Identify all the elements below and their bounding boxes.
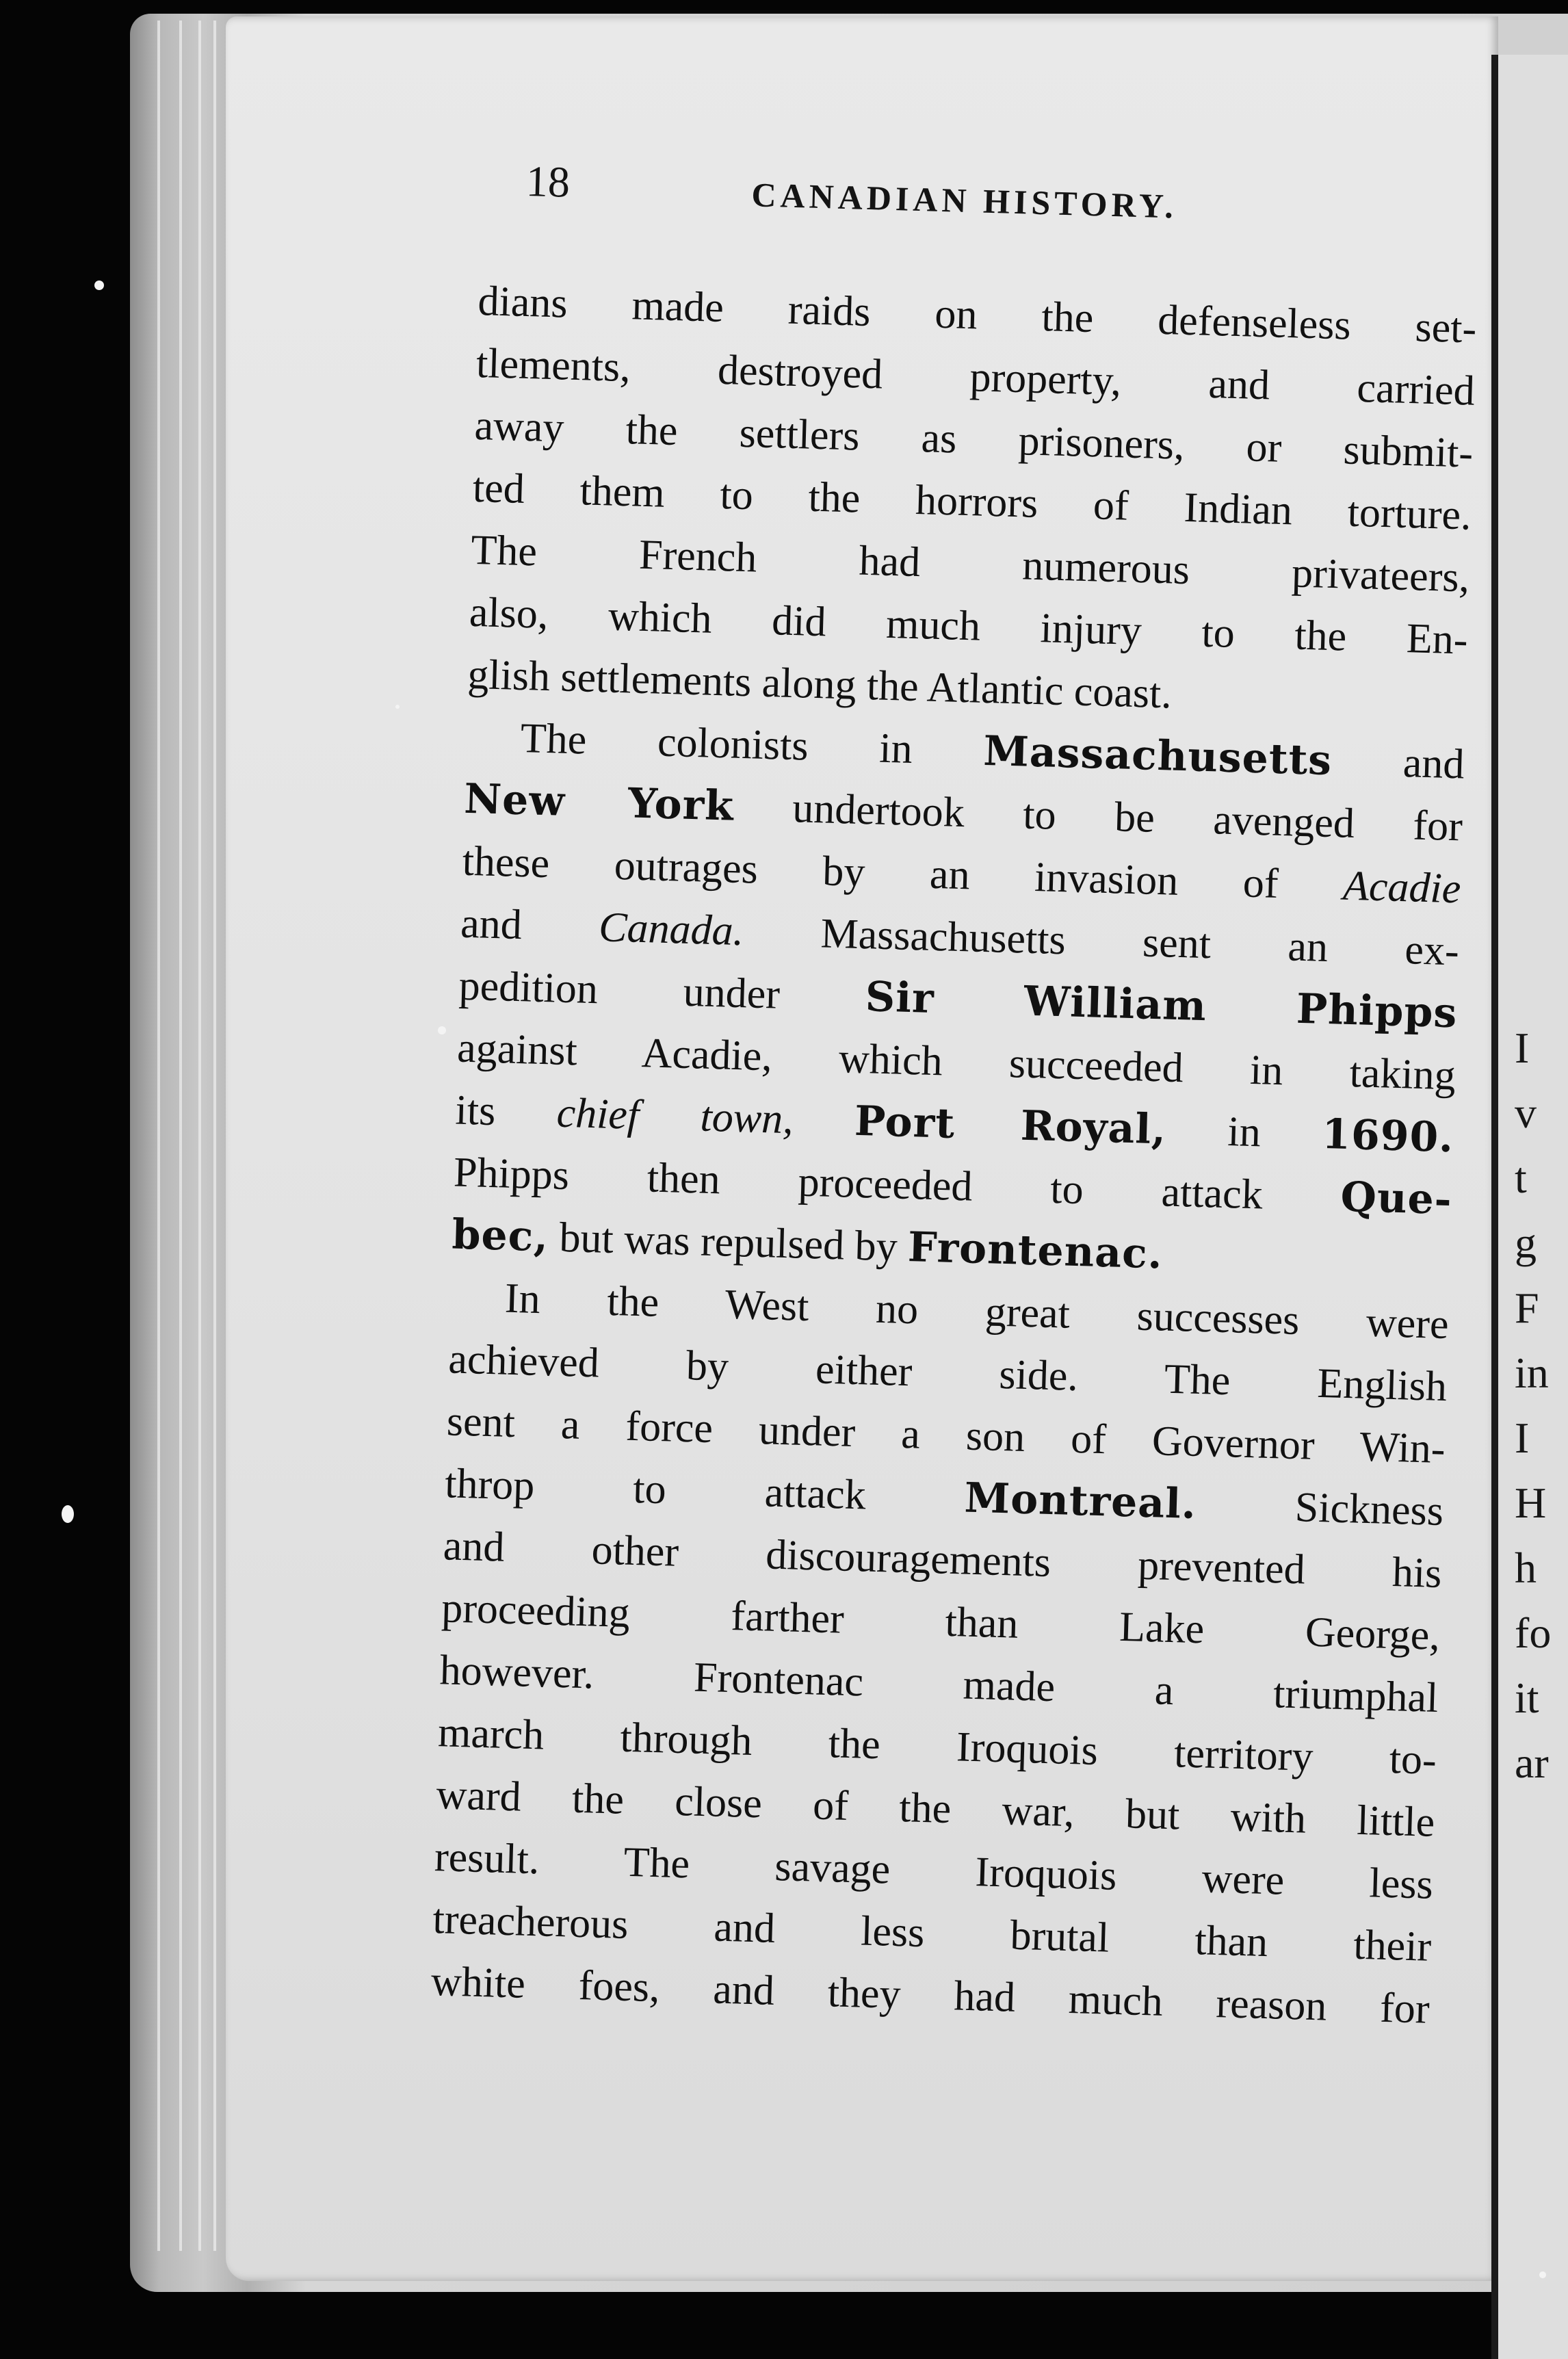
text-run: Sickness	[1195, 1481, 1444, 1535]
dust-speck	[94, 281, 104, 290]
facing-page-fragment: I	[1515, 1024, 1530, 1072]
facing-page-fragment: H	[1515, 1478, 1547, 1527]
text-run: glish settlements along the Atlantic coast.	[467, 651, 1173, 718]
text-run: ted them to the horrors of Indian torture.	[472, 464, 1472, 539]
page-edge-line	[198, 21, 201, 2251]
text-run: march through the Iroquois territory to-	[437, 1709, 1437, 1784]
facing-page-fragment: in	[1515, 1348, 1549, 1397]
bold-term: Massachusetts	[982, 727, 1333, 785]
text-run: Massachusetts sent an ex-	[743, 908, 1460, 975]
text-run: also, which did much injury to the En-	[469, 588, 1469, 664]
italic-term: chief town,	[556, 1089, 794, 1143]
bold-term: Sir William Phipps	[864, 973, 1459, 1038]
facing-page-fragment: t	[1515, 1154, 1527, 1202]
text-run: undertook to be avenged for	[733, 783, 1463, 850]
facing-page-fragment: ar	[1515, 1738, 1549, 1787]
facing-page-fragment: v	[1515, 1089, 1537, 1137]
running-head: CANADIAN HISTORY.	[750, 175, 1178, 226]
facing-page-fragment: it	[1515, 1673, 1539, 1722]
facing-page-fragment: h	[1515, 1543, 1537, 1592]
text-run: its	[454, 1086, 558, 1136]
text-run: sent a force under a son of Governor Win-	[446, 1398, 1446, 1473]
text-run: The French had numerous privateers,	[470, 526, 1470, 601]
text-run: and	[1331, 738, 1465, 788]
dust-speck	[395, 705, 400, 709]
bold-term: 1690.	[1321, 1110, 1455, 1162]
page-edge-line	[213, 21, 216, 2251]
facing-page-fragment: g	[1515, 1218, 1537, 1267]
dust-speck	[1539, 2271, 1546, 2278]
facing-page-fragment: I	[1515, 1413, 1530, 1462]
text-run: pedition under	[458, 962, 866, 1021]
bold-term: Que-	[1340, 1173, 1453, 1225]
text-run: The colonists in	[519, 714, 984, 774]
text-run: In the West no great successes were	[504, 1275, 1450, 1348]
dust-speck	[438, 1026, 446, 1034]
text-run	[793, 1096, 855, 1144]
text-run: throp to attack	[444, 1460, 965, 1522]
facing-page-edge	[1491, 55, 1568, 2359]
text-run: these outrages by an invasion of	[461, 837, 1344, 909]
page-edge-line	[157, 21, 160, 2251]
text-run: and other discouragements prevented his	[442, 1522, 1443, 1598]
text-run: white foes, and they had much reason for	[430, 1958, 1430, 2033]
text-run: against Acadie, which succeeded in taking	[456, 1024, 1456, 1099]
text-run: but was repulsed by	[548, 1214, 909, 1271]
text-run: dians made raids on the defenseless set-	[477, 277, 1478, 352]
bold-term: Montreal.	[963, 1474, 1197, 1528]
bold-term: New York	[463, 774, 735, 831]
text-run: proceeding farther than Lake George,	[441, 1585, 1441, 1659]
text-run: result. The savage Iroquois were less	[434, 1834, 1434, 1908]
text-run: achieved by either side. The English	[447, 1335, 1448, 1411]
text-run: in	[1166, 1106, 1323, 1158]
text-run: away the settlers as prisoners, or submit-	[473, 402, 1474, 477]
text-run: ward the close of the war, but with little	[435, 1771, 1436, 1846]
text-run: and	[460, 900, 600, 951]
dust-speck	[62, 1505, 74, 1523]
italic-term: Acadie	[1342, 862, 1462, 913]
text-run: treacherous and less brutal than their	[432, 1896, 1433, 1970]
page-edge-line	[179, 21, 182, 2251]
facing-page-fragment: fo	[1515, 1608, 1552, 1657]
text-run: Phipps then proceeded to attack	[453, 1149, 1342, 1221]
page-number: 18	[525, 156, 571, 207]
bold-term: Frontenac.	[907, 1223, 1164, 1279]
text-run: however. Frontenac made a triumphal	[439, 1647, 1439, 1721]
bold-term: bec,	[451, 1210, 550, 1262]
italic-term: Canada.	[598, 904, 745, 955]
body-text	[430, 270, 1478, 2041]
text-run: tlements, destroyed property, and carried	[475, 339, 1476, 415]
bold-term: Port Royal,	[854, 1097, 1168, 1154]
facing-page-fragment: F	[1515, 1283, 1539, 1332]
